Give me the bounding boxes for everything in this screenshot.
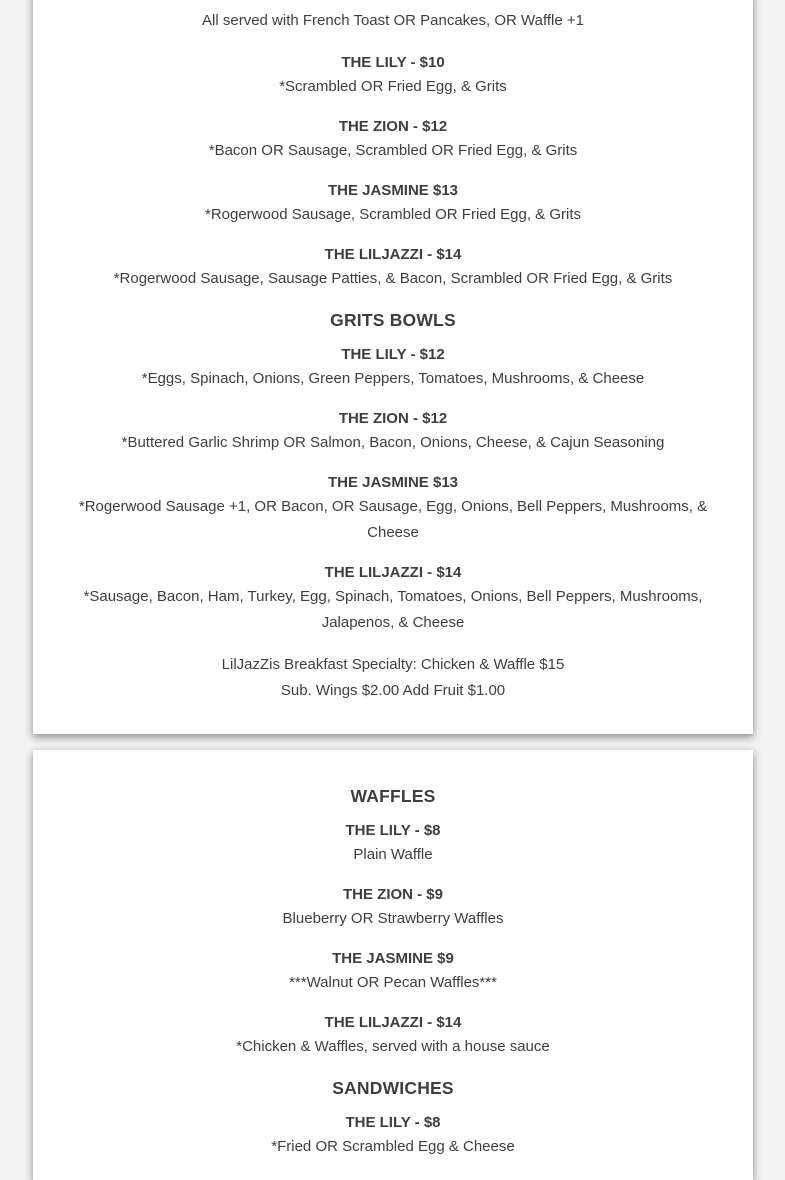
menu-item-name: THE ZION - $9 (342, 886, 443, 903)
section-title-grits-bowls: GRITS BOWLS (330, 310, 456, 330)
menu-item-description: *Fried OR Scrambled Egg & Cheese (271, 1138, 515, 1155)
menu-item-description: *Rogerwood Sausage, Scrambled OR Fried Egg, & Grits (204, 206, 581, 223)
menu-item-name: THE ZION - $12 (338, 118, 448, 135)
menu-item (33, 180, 753, 228)
menu-item-description: Plain Waffle (353, 846, 433, 863)
menu-item-name: THE LILJAZZI - $14 (324, 564, 462, 581)
menu-item (33, 562, 753, 636)
menu-item-name: THE JASMINE $13 (327, 474, 459, 491)
breakfast-intro: All served with French Toast OR Pancakes, OR Waffle +1 (202, 12, 584, 29)
menu-item-name: THE LILY - $8 (345, 822, 441, 839)
section-title-waffles: WAFFLES (350, 786, 436, 806)
specialty-line: LilJazZis Breakfast Specialty: Chicken & Waffle $15 (221, 656, 565, 673)
waffles-menu-card (33, 750, 753, 1180)
specialty-addons-line: Sub. Wings $2.00 Add Fruit $1.00 (280, 682, 506, 699)
menu-item-name: THE JASMINE $9 (332, 950, 454, 967)
menu-item-description: Blueberry OR Strawberry Waffles (282, 910, 504, 927)
section-title-sandwiches: SANDWICHES (332, 1078, 454, 1098)
menu-item (33, 244, 753, 292)
menu-item-description: *Bacon OR Sausage, Scrambled OR Fried Egg, & Grits (208, 142, 578, 159)
menu-item (33, 1112, 753, 1160)
menu-item (33, 1012, 753, 1060)
menu-item-description: *Buttered Garlic Shrimp OR Salmon, Bacon, Onions, Cheese, & Cajun Seasoning (121, 434, 665, 451)
menu-item-name: THE LILJAZZI - $14 (324, 246, 462, 263)
menu-item-description: *Scrambled OR Fried Egg, & Grits (279, 78, 507, 95)
menu-item-description: *Sausage, Bacon, Ham, Turkey, Egg, Spinach, Tomatoes, Onions, Bell Peppers, Mushrooms, Jalapenos, & Cheese (83, 588, 703, 631)
menu-item (33, 948, 753, 996)
menu-item-description: *Chicken & Waffles, served with a house sauce (236, 1038, 550, 1055)
menu-item (33, 820, 753, 868)
menu-item (33, 52, 753, 100)
breakfast-specialty (33, 652, 753, 704)
breakfast-menu-card (33, 0, 753, 734)
menu-item-name: THE LILY - $10 (341, 54, 445, 71)
menu-item (33, 408, 753, 456)
menu-item (33, 472, 753, 546)
menu-item (33, 884, 753, 932)
menu-item-name: THE LILY - $8 (345, 1114, 441, 1131)
menu-item-description: *Rogerwood Sausage, Sausage Patties, & Bacon, Scrambled OR Fried Egg, & Grits (113, 270, 673, 287)
menu-item-name: THE LILY - $12 (341, 346, 445, 363)
menu-item (33, 116, 753, 164)
menu-item-description: ***Walnut OR Pecan Waffles*** (289, 974, 497, 991)
menu-item-description: *Eggs, Spinach, Onions, Green Peppers, Tomatoes, Mushrooms, & Cheese (141, 370, 645, 387)
menu-item-description: *Rogerwood Sausage +1, OR Bacon, OR Sausage, Egg, Onions, Bell Peppers, Mushrooms, & Cheese (78, 498, 708, 541)
menu-item-name: THE ZION - $12 (338, 410, 448, 427)
menu-item-name: THE JASMINE $13 (327, 182, 459, 199)
menu-item-name: THE LILJAZZI - $14 (324, 1014, 462, 1031)
menu-item (33, 344, 753, 392)
